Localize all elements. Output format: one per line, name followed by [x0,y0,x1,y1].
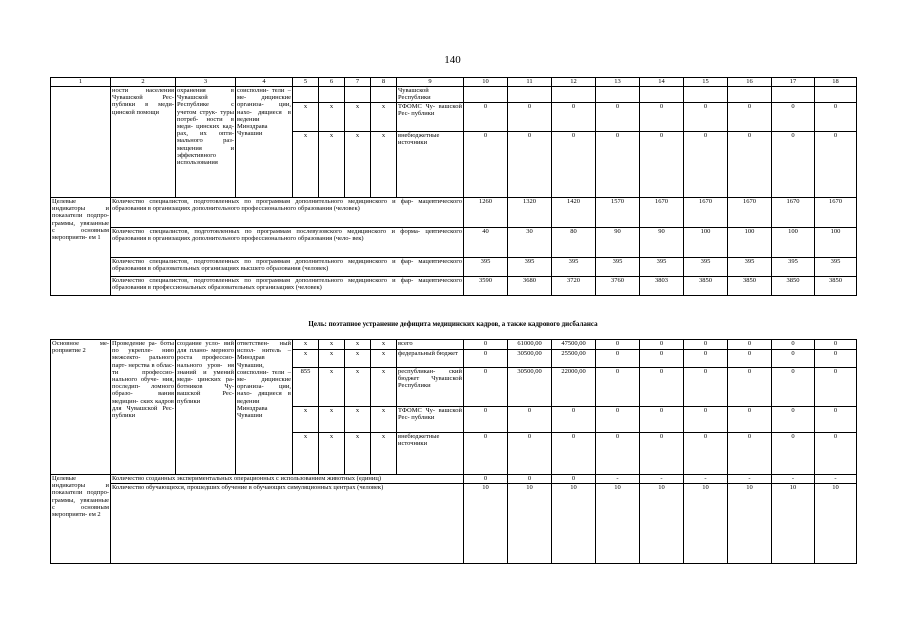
value-cell: 0 [464,132,508,198]
value-cell: 0 [596,132,640,198]
empty-cell [51,87,111,198]
value-cell: 0 [464,340,508,350]
value-cell: 0 [772,340,815,350]
value-cell: 0 [464,368,508,407]
value-cell: 0 [640,103,684,132]
column-number-cell: 12 [552,78,596,87]
code-cell: x [293,340,319,350]
code-cell: x [319,103,345,132]
value-cell: 10 [684,484,728,564]
indicator-row [51,277,857,296]
value-cell: 3850 [772,277,815,296]
value-cell: 0 [596,340,640,350]
value-cell: 0 [552,407,596,433]
value-cell: 1670 [684,198,728,228]
value-cell: 0 [684,368,728,407]
code-cell: x [319,132,345,198]
value-cell: 3803 [640,277,684,296]
value-cell: 395 [815,258,857,277]
value-cell: 3850 [684,277,728,296]
value-cell: 0 [640,340,684,350]
value-cell: 0 [596,350,640,368]
value-cell: 30 [508,228,552,258]
value-cell [552,87,596,103]
value-cell: 0 [815,368,857,407]
value-cell: 100 [728,228,772,258]
table-row [51,87,857,103]
funding-source: Чувашской Республики [397,87,464,103]
value-cell: 395 [772,258,815,277]
value-cell: - [684,475,728,484]
value-cell [464,87,508,103]
measure-description: ности населения Чувашской Рес- публики в меди- цинской помощи [111,87,176,198]
value-cell: 90 [640,228,684,258]
responsible-executor: соисполни- тели – ме- дицинские организа- ции, нахо- дящиеся в ведении Минздрава Чувашии [236,87,293,198]
goal-heading: Цель: поэтапное устранение дефицита медицинских кадров, а также кадрового дисбаланса [308,320,598,328]
value-cell: 0 [728,103,772,132]
value-cell: 3680 [508,277,552,296]
indicator-row [51,228,857,258]
value-cell: 0 [640,350,684,368]
responsible-executor: ответствен- ный испол- нитель – Минздрав Чувашии, соисполни- тели – ме- дицинские организа- ции, нахо- дящиеся в ведении Минздрава Чувашии [236,340,293,475]
column-number-cell: 16 [728,78,772,87]
funding-source: всего [397,340,464,350]
value-cell [508,87,552,103]
code-cell [345,87,371,103]
value-cell: 1570 [596,198,640,228]
value-cell: - [640,475,684,484]
value-cell: 10 [640,484,684,564]
indicator-text: Количество специалистов, подготовленных по программам дополнительного медицинского и фар- мацевтического образования в организациях дополнительного профессионального образования (человек) [111,198,464,228]
code-cell: x [319,407,345,433]
value-cell: 0 [815,433,857,475]
indicator-text: Количество специалистов, подготовленных по программам дополнительного медицинского и фар- мацевтического образования в профессиональных образовательных организациях (человек) [111,277,464,296]
value-cell: 1420 [552,198,596,228]
value-cell: 395 [684,258,728,277]
value-cell: 0 [596,103,640,132]
value-cell [684,87,728,103]
value-cell: 0 [815,350,857,368]
value-cell: 0 [772,350,815,368]
value-cell: 0 [508,433,552,475]
value-cell: 0 [552,132,596,198]
value-cell: 10 [464,484,508,564]
indicator-text: Количество специалистов, подготовленных по программам дополнительного медицинского и фар- мацевтического образования в образовательных организациях высшего образования (человек) [111,258,464,277]
indicator-row [51,484,857,564]
value-cell: 47500,00 [552,340,596,350]
column-number-cell: 4 [236,78,293,87]
value-cell: 0 [684,103,728,132]
column-number-cell: 18 [815,78,857,87]
funding-source: ТФОМС Чу- вашской Рес- публики [397,407,464,433]
column-number-cell: 11 [508,78,552,87]
value-cell: 0 [772,407,815,433]
column-number-cell: 13 [596,78,640,87]
code-cell: x [345,350,371,368]
value-cell: 395 [552,258,596,277]
code-cell: x [293,132,319,198]
value-cell: 0 [684,132,728,198]
value-cell: 395 [596,258,640,277]
measure-result: создание усло- вий для плано- мерного роста профессио- нального уров- ня знаний и умений меди- цинских ра- ботников Чу- вашской Рес- публики [176,340,236,475]
funding-source: республикан- ский бюджет Чувашской Республики [397,368,464,407]
column-number-cell: 14 [640,78,684,87]
column-number-cell: 10 [464,78,508,87]
value-cell: 0 [728,350,772,368]
column-number-cell: 2 [111,78,176,87]
value-cell [596,87,640,103]
value-cell: 3850 [815,277,857,296]
value-cell: 0 [728,433,772,475]
value-cell: 0 [728,407,772,433]
code-cell: x [371,132,397,198]
indicator-row [51,198,857,228]
code-cell: x [293,103,319,132]
code-cell [293,87,319,103]
value-cell: 0 [684,407,728,433]
value-cell: 100 [815,228,857,258]
value-cell [640,87,684,103]
indicators-label: Целевые индикаторы и показатели подпро- граммы, увязанные с основным мероприяти- ем 2 [51,475,111,564]
column-number-cell: 3 [176,78,236,87]
indicator-text: Количество созданных экспериментальных операционных с использованием животных (единиц) [111,475,464,484]
value-cell: 25500,00 [552,350,596,368]
value-cell: 3590 [464,277,508,296]
column-number-cell: 7 [345,78,371,87]
column-number-cell: 9 [397,78,464,87]
page-number: 140 [444,54,461,66]
value-cell: 395 [728,258,772,277]
column-number-cell: 5 [293,78,319,87]
code-cell: x [293,350,319,368]
code-cell: x [319,368,345,407]
measure-result: охранения в Чувашской Республике с учетом струк- туры потреб- ности в меди- цинских кад- рах, их опти- мального раз- мещения и эффективного использования [176,87,236,198]
table-row [51,340,857,350]
value-cell: 0 [552,475,596,484]
value-cell: 100 [684,228,728,258]
value-cell: 10 [728,484,772,564]
code-cell: x [293,433,319,475]
value-cell: - [728,475,772,484]
value-cell [772,87,815,103]
value-cell: 0 [552,433,596,475]
code-cell: x [371,433,397,475]
value-cell: 0 [684,433,728,475]
value-cell: 0 [508,407,552,433]
value-cell: 80 [552,228,596,258]
value-cell: 30500,00 [508,350,552,368]
value-cell: 0 [464,407,508,433]
value-cell: 0 [772,368,815,407]
indicator-text: Количество обучающихся, прошедших обучение в обучающих симуляционных центрах (человек) [111,484,464,564]
value-cell: 0 [596,407,640,433]
value-cell: 0 [815,407,857,433]
column-number-cell: 17 [772,78,815,87]
value-cell: 3850 [728,277,772,296]
code-cell: x [345,132,371,198]
value-cell: 1320 [508,198,552,228]
value-cell: 10 [552,484,596,564]
value-cell [728,87,772,103]
column-number-cell: 1 [51,78,111,87]
value-cell: 395 [464,258,508,277]
code-cell: x [345,433,371,475]
value-cell: 0 [508,103,552,132]
value-cell: 10 [596,484,640,564]
code-cell: x [371,368,397,407]
value-cell: 30500,00 [508,368,552,407]
code-cell: x [371,103,397,132]
code-cell [371,87,397,103]
value-cell: 0 [596,433,640,475]
value-cell: 0 [772,433,815,475]
value-cell: 61000,00 [508,340,552,350]
code-cell: x [371,407,397,433]
value-cell: 0 [508,475,552,484]
value-cell: 10 [508,484,552,564]
value-cell: 0 [640,407,684,433]
value-cell: 0 [640,368,684,407]
value-cell: 0 [508,132,552,198]
value-cell: 0 [815,103,857,132]
code-cell: x [345,368,371,407]
value-cell: 395 [508,258,552,277]
code-cell: x [319,433,345,475]
code-cell: x [345,407,371,433]
value-cell: - [815,475,857,484]
value-cell: 10 [772,484,815,564]
column-number-cell: 8 [371,78,397,87]
value-cell: 0 [728,368,772,407]
value-cell: 90 [596,228,640,258]
indicator-row [51,258,857,277]
code-cell: x [371,350,397,368]
value-cell: 100 [772,228,815,258]
column-number-row [51,78,857,87]
funding-source: ТФОМС Чу- вашской Рес- публики [397,103,464,132]
code-cell: x [293,407,319,433]
column-number-cell: 15 [684,78,728,87]
code-cell: x [345,340,371,350]
main-measure-label: Основное ме- роприятие 2 [51,340,111,475]
value-cell: 0 [684,350,728,368]
value-cell: 0 [464,475,508,484]
program-table-part-2 [50,339,857,564]
value-cell: 22000,00 [552,368,596,407]
value-cell: 0 [464,350,508,368]
value-cell: 0 [596,368,640,407]
code-cell: x [319,350,345,368]
value-cell: - [596,475,640,484]
value-cell: 1670 [815,198,857,228]
value-cell: 1260 [464,198,508,228]
funding-source: федеральный бюджет [397,350,464,368]
value-cell: 0 [728,340,772,350]
indicators-label: Целевые индикаторы и показатели подпро- граммы, увязанные с основным мероприяти- ем 1 [51,198,111,296]
funding-source: внебюджетные источники [397,132,464,198]
value-cell: 1670 [640,198,684,228]
value-cell [815,87,857,103]
program-table-part-1 [50,77,857,296]
value-cell: 0 [772,103,815,132]
value-cell: 0 [772,132,815,198]
value-cell: 395 [640,258,684,277]
column-number-cell: 6 [319,78,345,87]
value-cell: 0 [464,433,508,475]
measure-description: Проведение ра- боты по укрепле- нию межсекто- рального парт- нерства в облас- ти профессио- нального обуче- ния, последип- ломного образо- вания медицин- ских кадров для Чувашской Рес- публики [111,340,176,475]
value-cell: 0 [728,132,772,198]
code-cell: x [345,103,371,132]
funding-source: внебюджетные источники [397,433,464,475]
value-cell: 0 [684,340,728,350]
value-cell: 10 [815,484,857,564]
value-cell: 3760 [596,277,640,296]
value-cell: 0 [815,340,857,350]
indicator-row [51,475,857,484]
value-cell: 1670 [728,198,772,228]
value-cell: 0 [640,132,684,198]
code-cell [319,87,345,103]
code-cell: 855 [293,368,319,407]
value-cell: 0 [815,132,857,198]
code-cell: x [319,340,345,350]
value-cell: 0 [552,103,596,132]
value-cell: 1670 [772,198,815,228]
value-cell: 3720 [552,277,596,296]
value-cell: 40 [464,228,508,258]
value-cell: 0 [640,433,684,475]
value-cell: 0 [464,103,508,132]
indicator-text: Количество специалистов, подготовленных по программам послевузовского медицинского и форма- цевтического образования в организациях дополнительного профессионального образования (чело- век) [111,228,464,258]
code-cell: x [371,340,397,350]
value-cell: - [772,475,815,484]
